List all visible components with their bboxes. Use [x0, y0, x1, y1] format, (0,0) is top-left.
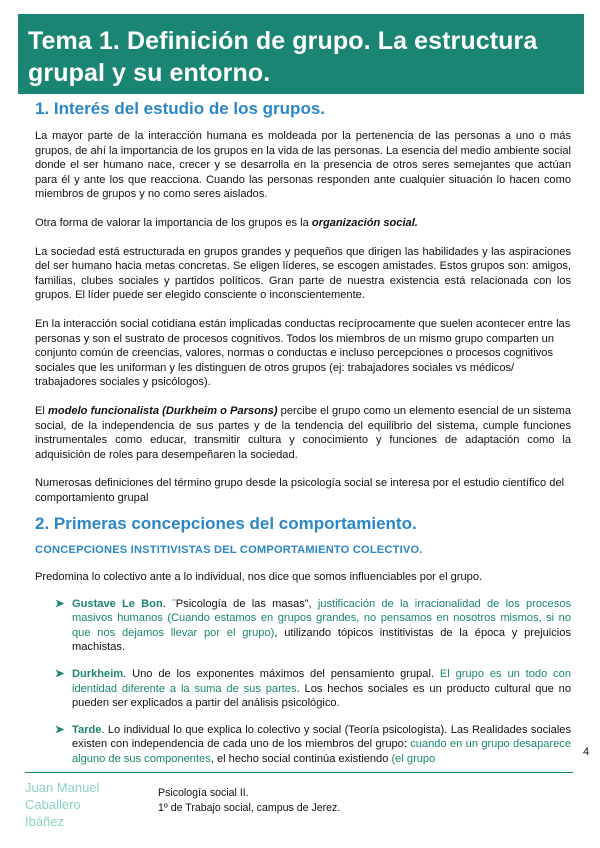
page-number: 4: [583, 746, 590, 758]
arrow-bullet-icon: ➤: [55, 668, 65, 681]
arrow-bullet-icon: ➤: [55, 597, 65, 610]
author-line: Ibáñez: [25, 814, 65, 829]
paragraph-5-rest: percibe el grupo como un elemento esencial de un sistema social, de la independencia de sus partes y de la tendencia del equilibrio del sistema, cumple funciones instrumentales como educar, transmitir cultura y conocimiento y funciones de adaptación como la adquisición de roles para desempeñaren la sociedad.: [35, 404, 571, 461]
section-2-heading: 2. Primeras concepciones del comportamiento.: [35, 514, 417, 534]
list-text: . ¨Psicología de las masas”,: [162, 597, 318, 610]
course-line: Psicología social II.: [158, 787, 249, 799]
theorist-name: Gustave Le Bon: [72, 597, 163, 610]
list-text: , utilizando tópicos institivistas de la época y prejuicios machistas.: [72, 626, 571, 654]
paragraph-6: Numerosas definiciones del término grupo desde la psicología social se interesa por el estudio científico del comportamiento grupal: [35, 477, 565, 504]
course-line: 1º de Trabajo social, campus de Jerez.: [158, 801, 341, 814]
paragraph-2: [35, 216, 571, 231]
highlight-text: El grupo es un todo con identidad diferente a la suma de sus partes: [72, 668, 571, 695]
list-text: , el hecho social continúa existiendo: [210, 753, 392, 765]
list-text: . Los hechos sociales es un producto cultural que no pueden ser explicados a partir del análisis psicológico.: [72, 682, 571, 710]
section-2-subheading: CONCEPCIONES INSTITIVISTAS DEL COMPORTAMIENTO COLECTIVO.: [35, 544, 423, 557]
organizacion-social-term: organización social.: [311, 216, 418, 229]
list-text: . Uno de los exponentes máximos del pensamiento grupal.: [123, 668, 440, 681]
author-line: Juan Manuel: [25, 780, 100, 795]
section-2-intro: Predomina lo colectivo ante a lo individual, nos dice que somos influenciables por el grupo.: [35, 571, 483, 584]
paragraph-4: En la interacción social cotidiana están implicadas conductas recíprocamente que suelen acontecer entre las personas y son el sustrato de procesos cognitivos. Todos los miembros de un mismo grupo comparten un conjunto común de creencias, valores, normas o conductas e incluso percepciones o procesos cognitivos sociales que les uniforman y les distinguen de otros grupos (ej: trabajadores sociales vs médicos/ trabajadores sociales y psicólogos).: [35, 317, 571, 389]
list-item: [35, 597, 571, 655]
paragraph-5-start: El: [35, 404, 48, 417]
paragraph-5: [35, 404, 571, 462]
highlight-text: justificación de la irracionalidad de los procesos masivos humanos (Cuando estamos en grupos grandes, no pensamos en nosotros mismos, si no que nos dejamos llevar por el grupo): [72, 597, 571, 639]
paragraph-3: La sociedad está estructurada en grupos grandes y pequeños que dirigen las habilidades y las aspiraciones del ser humano hacia metas concretas. Se eligen líderes, se escogen amistades. Estos grupos son: amigos, familias, clubes sociales y partidos políticos. Gran parte de nuestra existencia está relacionada con los grupos. El líder puede ser elegido consciente o inconscientemente.: [35, 245, 571, 302]
section-1-heading: 1. Interés del estudio de los grupos.: [35, 99, 326, 118]
author-name: [25, 779, 99, 830]
document-body: [35, 97, 571, 779]
paragraph-1: La mayor parte de la interacción humana es moldeada por la pertenencia de las personas a uno o más grupos, de ahí la importancia de los grupos en la vida de las personas. La esencia del medio ambiente social donde el ser humano nace, crecer y se desarrolla en la presencia de otros seres semejantes que actúan para él y ante los que reacciona. Cuando las personas responden ante cualquier situación lo hacen como miembros de grupos y no como seres aislados.: [35, 130, 571, 201]
highlight-text: cuando en un grupo desaparece alguno de sus componentes: [72, 738, 572, 765]
footer-divider: [25, 772, 573, 773]
theorist-name: Tarde: [72, 723, 102, 736]
modelo-funcionalista-term: modelo funcionalista (Durkheim o Parsons): [48, 404, 278, 417]
theorist-name: Durkheim: [72, 668, 124, 681]
list-item: [35, 667, 571, 711]
list-text: . Lo individual lo que explica lo colectivo y social (Teoría psicologista). Las Realidades sociales existen con independencia de cada uno de los miembros del grupo:: [72, 723, 571, 751]
theorist-list: [35, 597, 571, 767]
title-banner: [18, 14, 584, 94]
author-line: Caballero: [25, 797, 81, 812]
arrow-bullet-icon: ➤: [55, 723, 65, 736]
highlight-text: (el grupo: [391, 753, 436, 765]
paragraph-2-text: Otra forma de valorar la importancia de los grupos es la: [35, 216, 312, 229]
list-item: [35, 723, 571, 767]
page-title: Tema 1. Definición de grupo. La estructura grupal y su entorno.: [28, 27, 538, 87]
course-info: [158, 786, 340, 815]
